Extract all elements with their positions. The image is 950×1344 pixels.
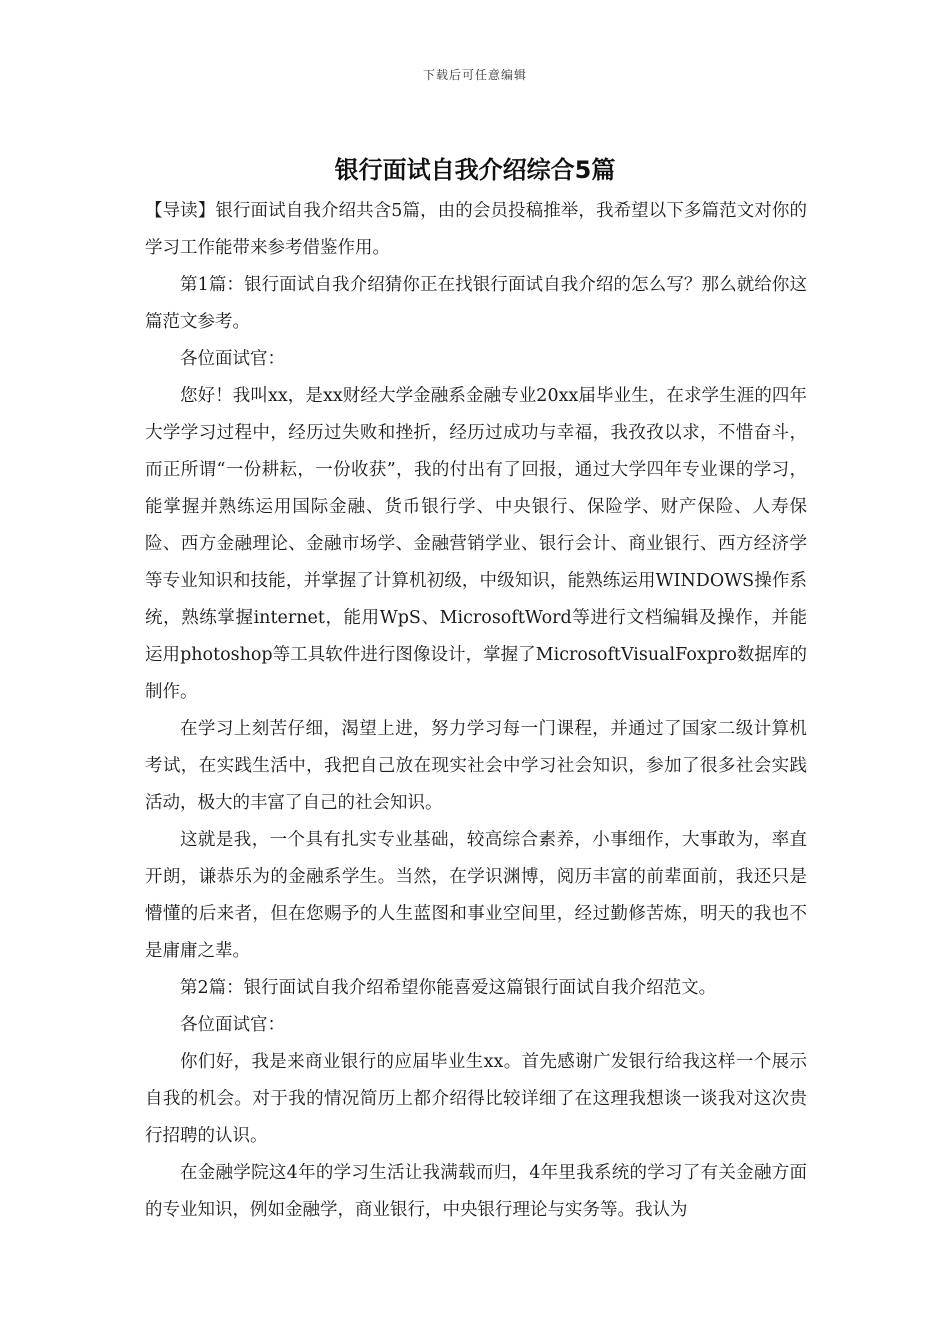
body-paragraph: 这就是我，一个具有扎实专业基础，较高综合素养，小事细作，大事敢为，率直开朗，谦恭乐为的金融系学生。当然，在学识渊博，阅历丰富的前辈面前，我还只是懵懂的后来者，但在您赐予的人生蓝图和事业空间里，经过勤修苦炼，明天的我也不是庸庸之辈。 bbox=[145, 830, 807, 961]
section-1-heading-paragraph: 第1篇：银行面试自我介绍猜你正在找银行面试自我介绍的怎么写？那么就给你这篇范文参考。 bbox=[145, 275, 807, 332]
salutation-paragraph: 各位面试官： bbox=[180, 349, 285, 369]
document-title: 银行面试自我介绍综合5篇 bbox=[334, 156, 616, 184]
body-paragraph: 在金融学院这4年的学习生活让我满载而归，4年里我系统的学习了有关金融方面的专业知识，例如金融学，商业银行，中央银行理论与实务等。我认为 bbox=[145, 1163, 807, 1220]
body-paragraph: 你们好，我是来商业银行的应届毕业生xx。首先感谢广发银行给我这样一个展示自我的机会。对于我的情况简历上都介绍得比较详细了在这理我想谈一谈我对这次贵行招聘的认识。 bbox=[145, 1052, 807, 1146]
header-note: 下载后可任意编辑 bbox=[422, 68, 527, 82]
intro-paragraph: 【导读】银行面试自我介绍共含5篇，由的会员投稿推举，我希望以下多篇范文对你的学习工作能带来参考借鉴作用。 bbox=[145, 201, 807, 258]
body-paragraph: 您好！我叫xx，是xx财经大学金融系金融专业20xx届毕业生，在求学生涯的四年大学学习过程中，经历过失败和挫折，经历过成功与幸福，我孜孜以求，不惜奋斗，而正所谓“一份耕耘，一份收获”，我的付出有了回报，通过大学四年专业课的学习，能掌握并熟练运用国际金融、货币银行学、中央银行、保险学、财产保险、人寿保险、西方金融理论、金融市场学、金融营销学业、银行会计、商业银行、西方经济学等专业知识和技能，并掌握了计算机初级，中级知识，能熟练运用WINDOWS操作系统，熟练掌握internet，能用WpS、MicrosoftWord等进行文档编辑及操作，并能运用photoshop等工具软件进行图像设计，掌握了MicrosoftVisualFoxpro数据库的制作。 bbox=[145, 386, 807, 702]
salutation-paragraph: 各位面试官： bbox=[180, 1015, 285, 1035]
body-paragraph: 在学习上刻苦仔细，渴望上进，努力学习每一门课程，并通过了国家二级计算机考试，在实践生活中，我把自己放在现实社会中学习社会知识，参加了很多社会实践活动，极大的丰富了自己的社会知识。 bbox=[145, 719, 807, 813]
section-2-heading-paragraph: 第2篇：银行面试自我介绍希望你能喜爱这篇银行面试自我介绍范文。 bbox=[180, 978, 717, 998]
document-body bbox=[145, 193, 807, 1229]
